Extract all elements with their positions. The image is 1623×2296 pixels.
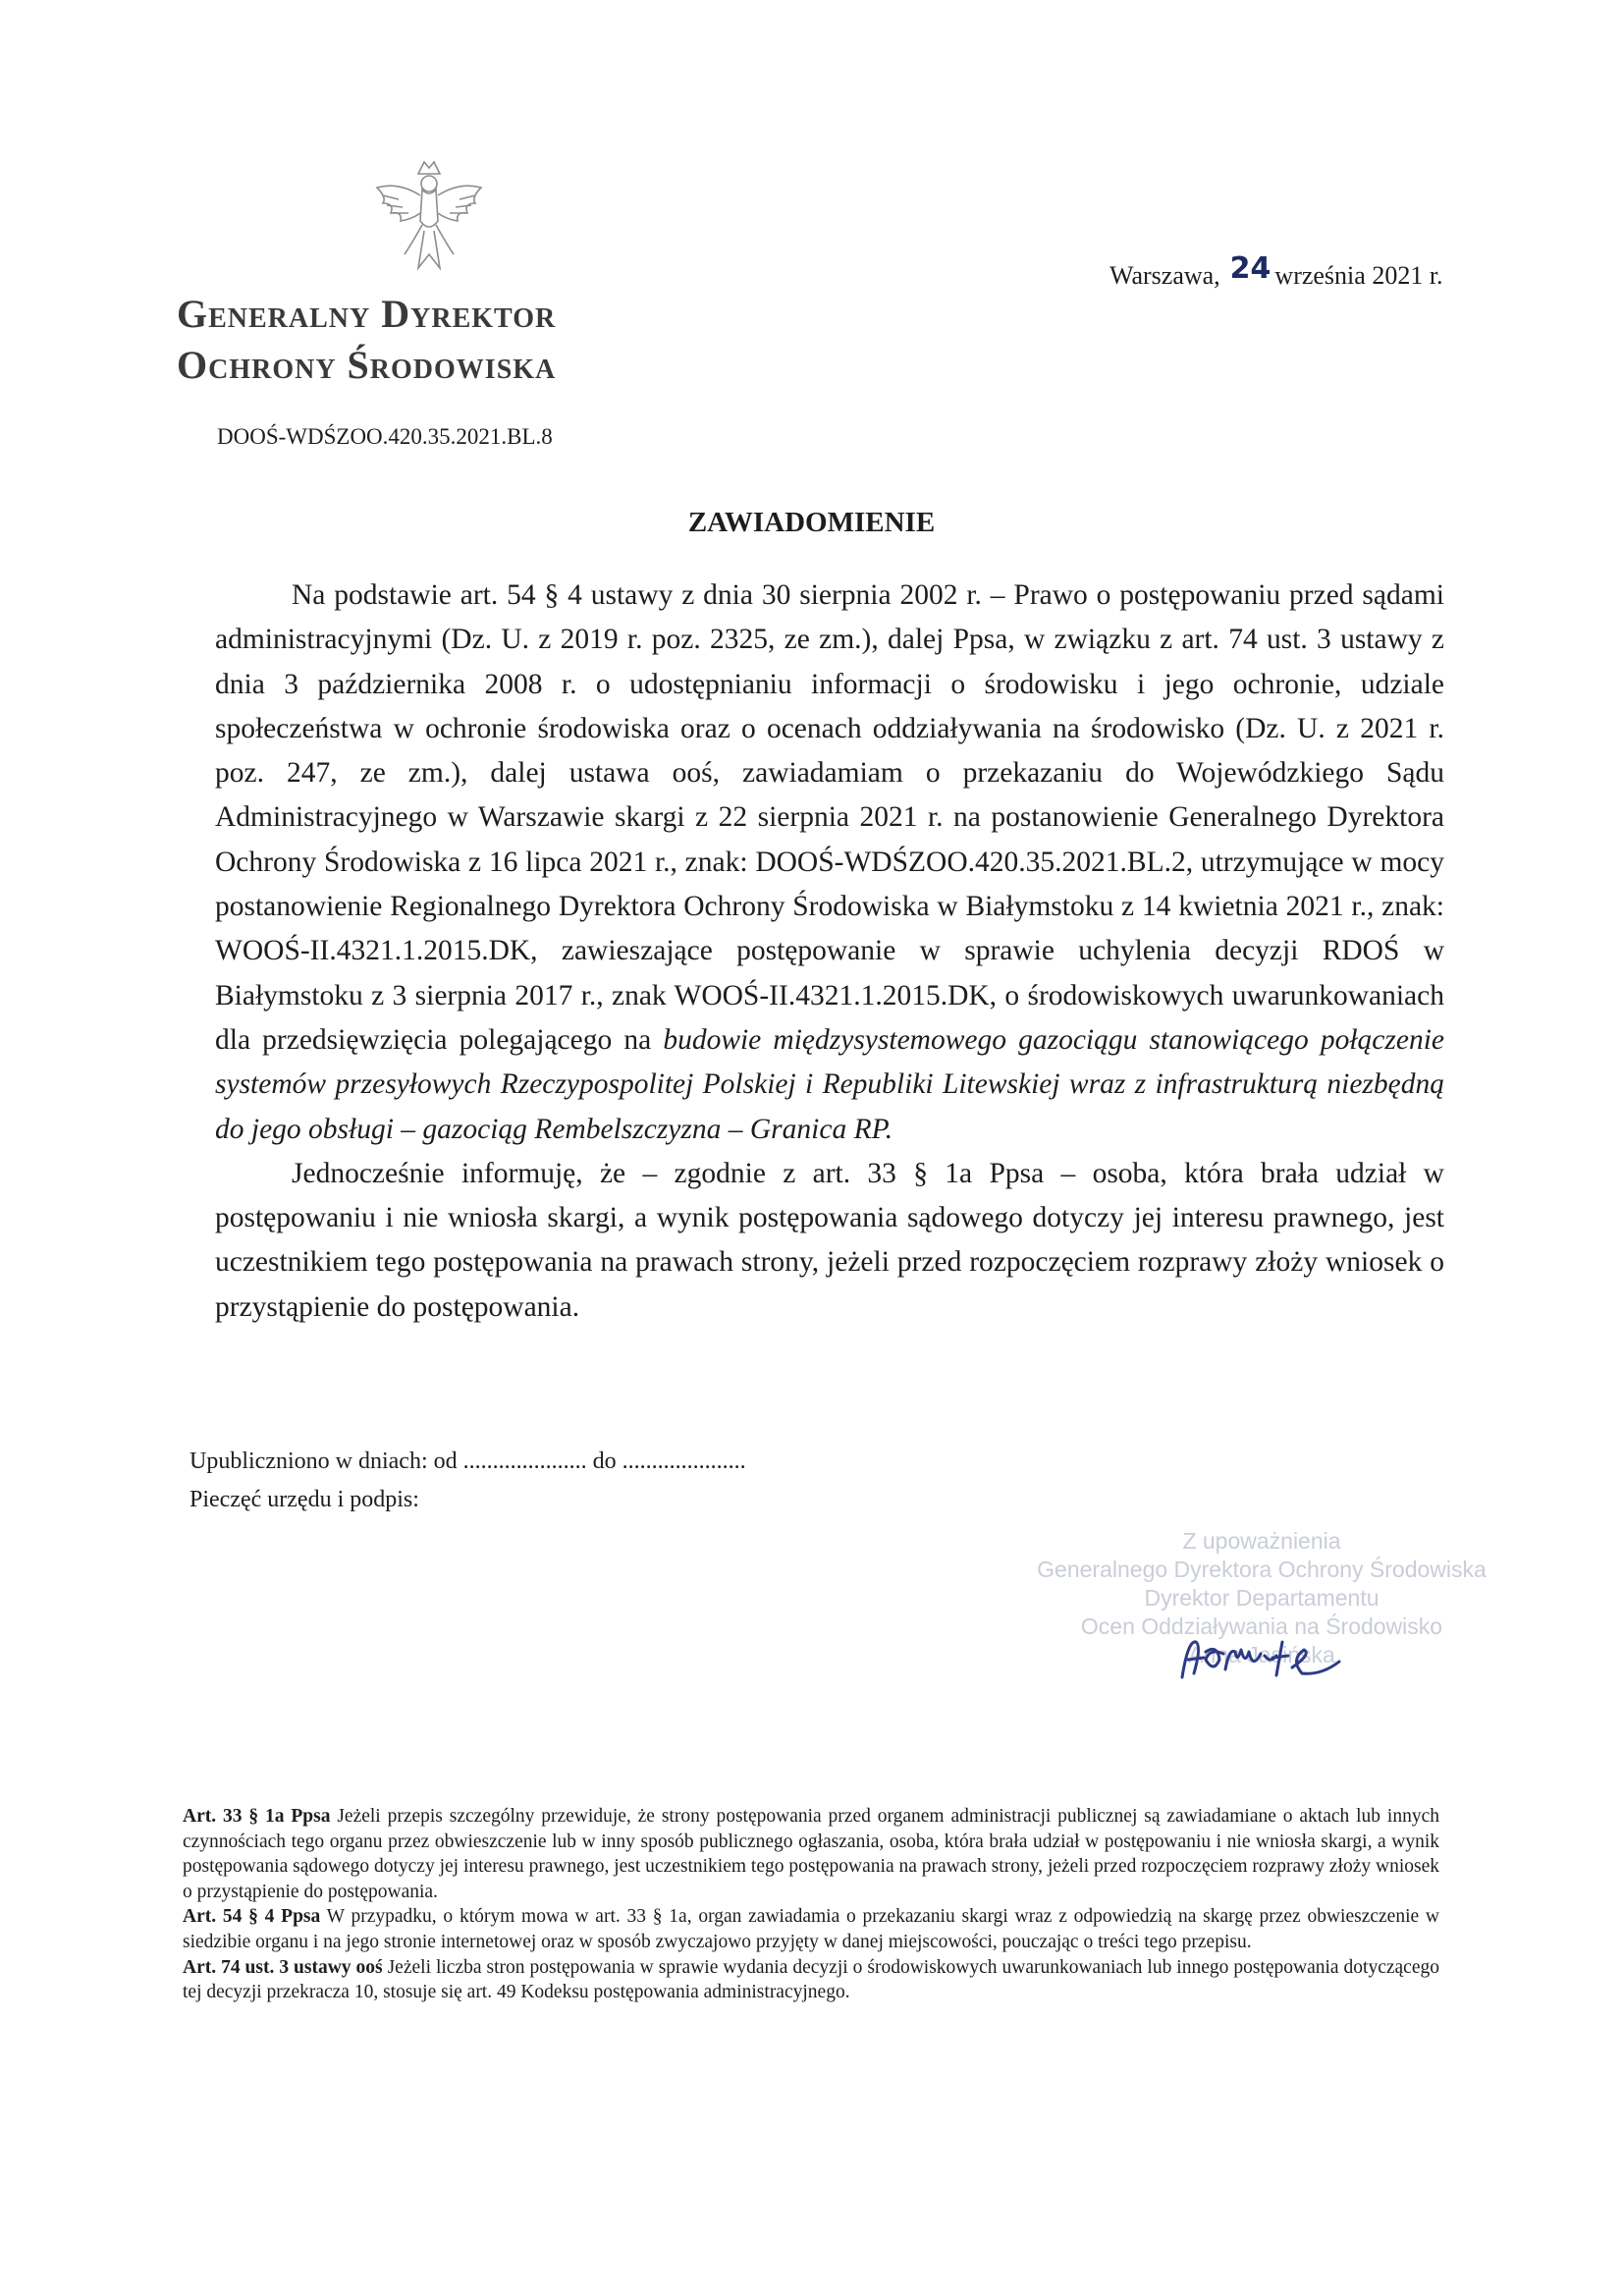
white-eagle-emblem (369, 152, 489, 278)
issuing-authority (177, 289, 556, 391)
footnote-3-text: Jeżeli liczba stron postępowania w sprawie wydania decyzji o środowiskowych uwarunkowaniach lub innego postępowania dotyczącego tej decyzji przekracza 10, stosuje się art. 49 Kodeksu postępowania administracyjnego. (183, 1956, 1439, 2003)
place-and-date (1109, 251, 1443, 292)
authority-line-2: Ochrony Środowiska (177, 343, 557, 387)
stamp-line-2: Generalnego Dyrektora Ochrony Środowiska (1037, 1557, 1487, 1582)
footnote-2-text: W przypadku, o którym mowa w art. 33 § 1a, organ zawiadamia o przekazaniu skargi wraz z odpowiedzią na skargę przez obwieszczenie w siedzibie organu i na jego stronie internetowej oraz w sposób zwyczajowo przyjęty w danej miejscowości, pouczając o treści tego przepisu. (183, 1906, 1439, 1952)
footnote-1-text: Jeżeli przepis szczególny przewiduje, że strony postępowania przed organem administracji publicznej są zawiadamiane o aktach lub innych czynnościach tego organu przez obwieszczenie lub w inny sposób publicznego ogłaszania, osoba, która brała udział w postępowaniu i nie wniosła skargi, a wynik postępowania sądowego dotyczy jej interesu prawnego, jest uczestnikiem tego postępowania na prawach strony, jeżeli przed rozpoczęciem rozprawy złoży wniosek o przystąpienie do postępowania. (183, 1806, 1440, 1902)
month-year: września 2021 r. (1274, 261, 1443, 290)
publication-dates: Upubliczniono w dniach: od ..................... do ..................... (189, 1449, 746, 1474)
stamp-line-4: Ocen Oddziaływania na Środowisko (1080, 1613, 1443, 1639)
city: Warszawa, (1109, 261, 1220, 290)
footnote-art-54 (183, 1904, 1439, 1954)
notice-body (215, 574, 1444, 1330)
authority-line-1: Generalny Dyrektor (177, 292, 557, 336)
paragraph-1 (215, 574, 1444, 1152)
paragraph-2: Jednocześnie informuję, że – zgodnie z art. 33 § 1a Ppsa – osoba, która brała udział w postępowaniu i nie wniosła skargi, a wynik postępowania sądowego dotyczy jej interesu prawnego, jest uczestnikiem tego postępowania na prawach strony, jeżeli przed rozpoczęciem rozprawy złoży wniosek o przystąpienie do postępowania. (215, 1157, 1444, 1323)
footnote-1-label: Art. 33 § 1a Ppsa (183, 1806, 331, 1827)
stamp-line-3: Dyrektor Departamentu (1144, 1585, 1380, 1611)
document-title: ZAWIADOMIENIE (687, 507, 936, 538)
handwritten-signature (1174, 1630, 1380, 1689)
paragraph-1-text: Na podstawie art. 54 § 4 ustawy z dnia 30 sierpnia 2002 r. – Prawo o postępowaniu przed sądami administracyjnymi (Dz. U. z 2019 r. poz. 2325, ze zm.), dalej Ppsa, w związku z art. 74 ust. 3 ustawy z dnia 3 października 2008 r. o udostępnianiu informacji o środowisku i jego ochronie, udziale społeczeństwa w ochronie środowiska oraz o ocenach oddziaływania na środowisko (Dz. U. z 2021 r. poz. 247, ze zm.), dalej ustawa ooś, zawiadamiam o przekazaniu do Wojewódzkiego Sądu Administracyjnego w Warszawie skargi z 22 sierpnia 2021 r. na postanowienie Generalnego Dyrektora Ochrony Środowiska z 16 lipca 2021 r., znak: DOOŚ-WDŚZOO.420.35.2021.BL.2, utrzymujące w mocy postanowienie Regionalnego Dyrektora Ochrony Środowiska w Białymstoku z 14 kwietnia 2021 r., znak: WOOŚ-II.4321.1.2015.DK, zawieszające postępowanie w sprawie uchylenia decyzji RDOŚ w Białymstoku z 3 sierpnia 2017 r., znak WOOŚ-II.4321.1.2015.DK, o środowiskowych uwarunkowaniach dla przedsięwzięcia polegającego na (215, 579, 1444, 1056)
stamp-and-signature-label: Pieczęć urzędu i podpis: (189, 1487, 419, 1512)
footnote-art-33 (183, 1804, 1439, 1904)
footnote-art-74 (183, 1955, 1439, 2005)
footnote-3-label: Art. 74 ust. 3 ustawy ooś (183, 1956, 383, 1978)
project-name: budowie międzysystemowego gazociągu stanowiącego połączenie systemów przesyłowych Rzeczypospolitej Polskiej i Republiki Litewskiej wraz z infrastrukturą niezbędną do jego obsługi – gazociąg Rembelszczyzna – Granica RP. (215, 1023, 1444, 1145)
stamp-line-5: Anna Jasińska (1188, 1642, 1335, 1667)
legal-footnotes (183, 1804, 1439, 2005)
footnote-2-label: Art. 54 § 4 Ppsa (183, 1906, 321, 1928)
stamp-line-1: Z upoważnienia (1182, 1528, 1341, 1554)
handwritten-day: 24 (1229, 251, 1271, 286)
reference-number: DOOŚ-WDŚZOO.420.35.2021.BL.8 (217, 424, 553, 449)
